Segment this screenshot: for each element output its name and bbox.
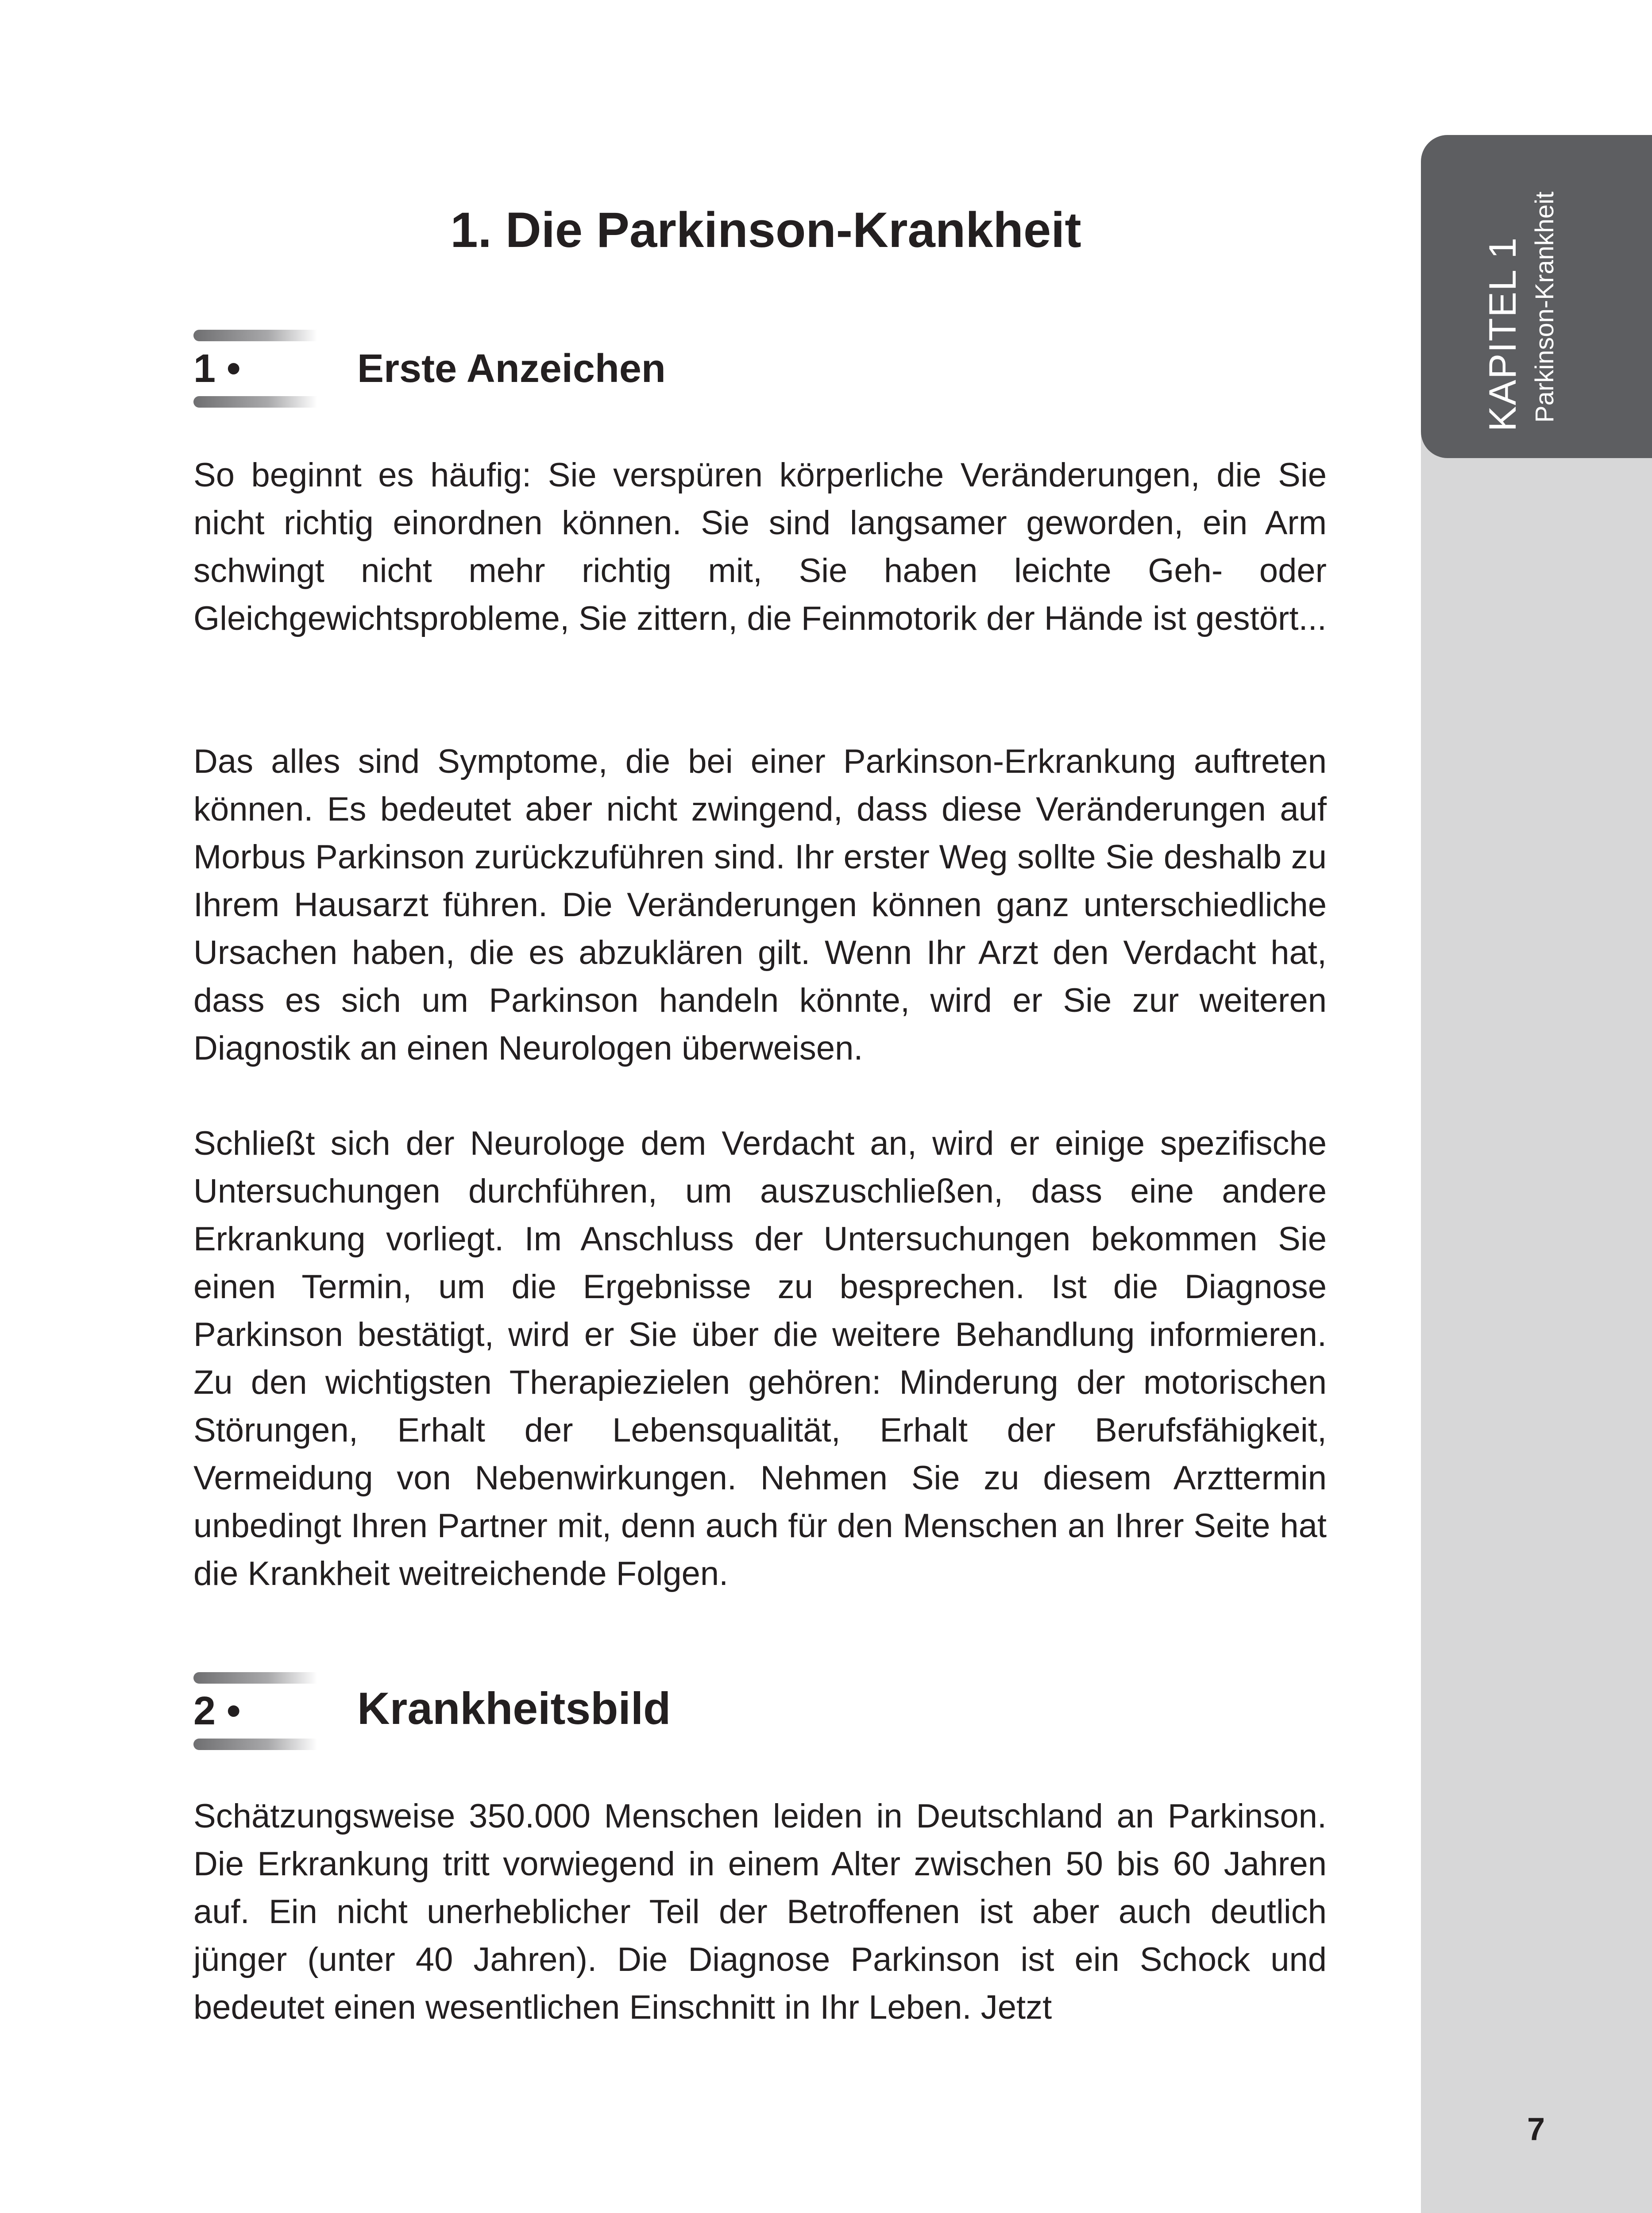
paragraph: Schätzungsweise 350.000 Menschen leiden in Deutschland an Parkinson. Die Erkrankung tritt vorwiegend in einem Alter zwischen 50 bis 60 Jahren auf. Ein nicht unerheblicher Teil der Betroffenen ist aber auch deutlich jünger (unter 40 Jahren). Die Diagnose Parkinson ist ein Schock und bedeutet einen wesentlichen Einschnitt in Ihr Leben. Jetzt bbox=[193, 1797, 1327, 2026]
section-1-header bbox=[193, 330, 1335, 418]
chapter-subtitle: Parkinson-Krankheit bbox=[1530, 191, 1559, 423]
chapter-tab-text bbox=[1478, 192, 1563, 432]
paragraph: So beginnt es häufig: Sie verspüren körperliche Veränderungen, die Sie nicht richtig einordnen können. Sie sind langsamer geworden, ein Arm schwingt nicht mehr richtig mit, Sie haben leichte Geh- oder Gleichgewichtsprobleme, Sie zittern, die Feinmotorik der Hände ist gestört... bbox=[193, 456, 1327, 637]
section-marker-bar bbox=[193, 1672, 317, 1684]
section-marker-bar bbox=[193, 396, 317, 408]
section-title: Erste Anzeichen bbox=[357, 347, 666, 391]
chapter-title: 1. Die Parkinson-Krankheit bbox=[450, 202, 1081, 258]
section-number: 1 • bbox=[193, 347, 241, 391]
paragraph: Schließt sich der Neurologe dem Verdacht an, wird er einige spezifische Untersuchungen durchführen, um auszuschließen, dass eine andere Erkrankung vorliegt. Im Anschluss der Untersuchungen bekommen Sie einen Termin, um die Ergebnisse zu besprechen. Ist die Diagnose Parkinson bestätigt, wird er Sie über die weitere Behandlung informieren. Zu den wichtigsten Therapiezielen gehören: Minderung der motorischen Störungen, Erhalt der Lebensqualität, Erhalt der Berufsfähigkeit, Vermeidung von Nebenwirkungen. Nehmen Sie zu diesem Arzttermin unbedingt Ihren Partner mit, denn auch für den Menschen an Ihrer Seite hat die Krankheit weitreichende Folgen. bbox=[193, 1125, 1327, 1592]
section-marker-bar bbox=[193, 1739, 317, 1750]
page-number: 7 bbox=[1527, 2112, 1545, 2147]
section-number: 2 • bbox=[193, 1689, 241, 1733]
section-2-header bbox=[193, 1672, 1335, 1761]
section-marker-bar bbox=[193, 330, 317, 341]
chapter-label: KAPITEL 1 bbox=[1482, 236, 1524, 432]
paragraph: Das alles sind Symptome, die bei einer Parkinson-Erkrankung auftreten können. Es bedeutet aber nicht zwingend, dass diese Veränderungen auf Morbus Parkinson zurückzuführen sind. Ihr erster Weg sollte Sie deshalb zu Ihrem Hausarzt führen. Die Veränderungen können ganz unterschiedliche Ursachen haben, die es abzuklären gilt. Wenn Ihr Arzt den Verdacht hat, dass es sich um Parkinson handeln könnte, wird er Sie zur weiteren Diagnostik an einen Neurologen überweisen. bbox=[193, 743, 1327, 1067]
section-title: Krankheitsbild bbox=[357, 1683, 671, 1734]
